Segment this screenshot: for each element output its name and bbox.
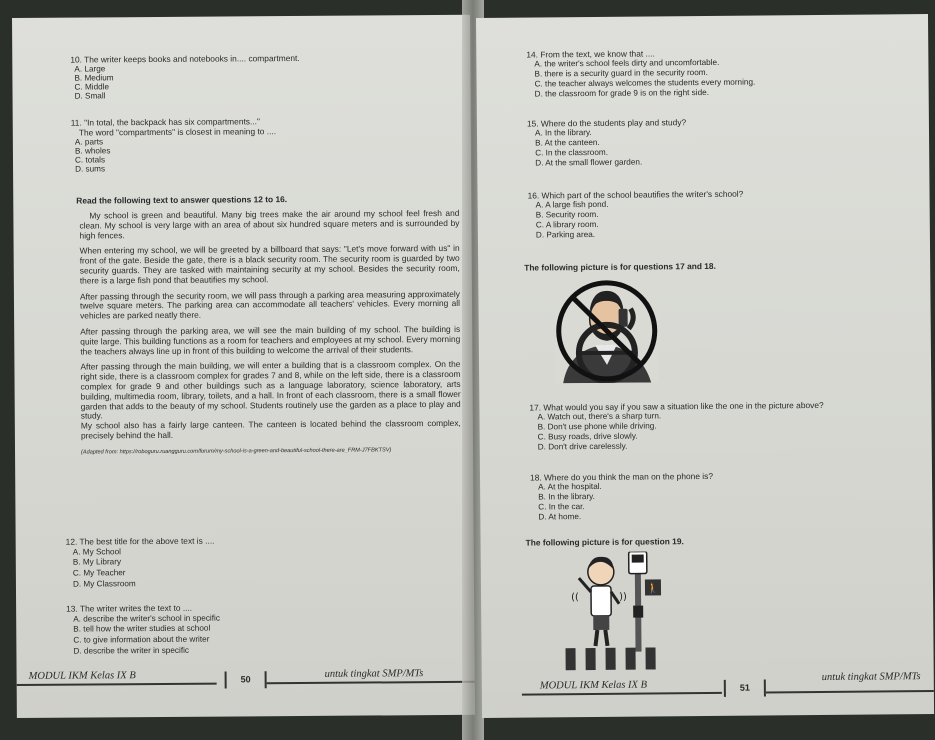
q15-option-a: A. In the library. [534, 127, 592, 138]
q17-option-b: B. Don't use phone while driving. [537, 421, 657, 432]
paragraph-6: My school also has a fairly large canteen. The canteen is located behind the classroom complex, precisely behind the hall. [80, 418, 461, 441]
q16-option-c: C. A library room. [535, 219, 599, 230]
right-footer-module: MODUL IKM Kelas IX B [539, 679, 648, 692]
q13-option-a: A. describe the writer's school in specific [73, 613, 220, 624]
q17-option-d: D. Don't drive carelessly. [537, 441, 628, 452]
q10-option-d: D. Small [74, 91, 106, 101]
q14-stem: 14. From the text, we know that .... [526, 48, 655, 60]
q14-option-b: B. there is a security guard in the security room. [534, 67, 708, 79]
source-citation: (Adapted from: https://roboguru.ruangguru.com/forum/my-school-is-a-green-and-beautiful-school-there-are_FRM-J7FBKTSV) [81, 447, 392, 456]
svg-text:((: (( [571, 592, 579, 604]
q11-stem: 11. "In total, the backpack has six compartments..." [70, 116, 260, 128]
q12-stem: 12. The best title for the above text is .... [65, 535, 215, 547]
child-crossing-traffic-light-illustration [557, 551, 668, 672]
picture-heading-19: The following picture is for question 19. [525, 536, 684, 548]
svg-text:)): )) [619, 591, 627, 603]
q12-option-a: A. My School [72, 547, 121, 557]
q16-option-b: B. Security room. [535, 209, 599, 220]
q13-option-b: B. tell how the writer studies at school [73, 623, 211, 634]
man-on-phone-driving-illustration [554, 278, 659, 383]
q17-option-c: C. Busy roads, drive slowly. [537, 431, 638, 442]
left-footer-rule-2 [267, 681, 475, 684]
q15-option-b: B. At the canteen. [535, 137, 600, 148]
left-footer-module: MODUL IKM Kelas IX B [28, 670, 136, 682]
q10-stem: 10. The writer keeps books and notebooks in.... compartment. [70, 52, 300, 65]
q14-option-a: A. the writer's school feels dirty and uncomfortable. [534, 57, 720, 69]
q11-stem-2: The word "compartments" is closest in meaning to .... [78, 126, 277, 138]
q15-option-d: D. At the small flower garden. [535, 157, 643, 168]
q18-option-a: A. At the hospital. [538, 481, 602, 492]
picture-heading-17-18: The following picture is for questions 17 and 18. [524, 260, 716, 273]
q17-stem: 17. What would you say if you saw a situation like the one in the picture above? [529, 399, 824, 413]
right-footer-tagline: untuk tingkat SMP/MTs [821, 671, 921, 684]
q16-stem: 16. Which part of the school beautifies the writer's school? [527, 188, 744, 201]
q11-option-b: B. wholes [74, 146, 111, 156]
right-page [476, 14, 934, 718]
q13-option-d: D. describe the writer in specific [73, 645, 190, 656]
q11-option-d: D. sums [75, 164, 106, 174]
paragraph-2: When entering my school, we will be greeted by a billboard that says: "Let's move forward with us" in front of the gate. Beside the gate, there is a black security room. The security room is guarded by two security guards. They are tasked with maintaining security at my school. Besides the security room, there is a large fish pond that beautifies my school. [79, 243, 460, 286]
q12-option-b: B. My Library [72, 557, 122, 567]
q16-option-a: A. A large fish pond. [535, 199, 609, 210]
q13-option-c: C. to give information about the writer [73, 634, 210, 645]
q18-option-d: D. At home. [538, 512, 582, 522]
q18-option-b: B. In the library. [538, 491, 595, 502]
q18-stem: 18. Where do you think the man on the phone is? [529, 470, 714, 483]
q14-option-c: C. the teacher always welcomes the students every morning. [534, 77, 756, 89]
paragraph-5: After passing through the main building, we will enter a building that is a classroom complex. On the right side, there is a classroom complex for grades 7 and 8, while on the left side, there is a classroom complex for grade 9 and other buildings such as a language laboratory, science laboratory, arts building, multimedia room, library, toilets, and a hall. In front of each classroom, there is a small flower garden that adds to the beauty of my school. Students routinely use the garden as a place to play and study. [80, 359, 461, 421]
q12-option-c: C. My Teacher [72, 568, 126, 578]
right-footer-rule-2 [766, 690, 934, 693]
right-footer-rule [522, 692, 722, 695]
right-page-number: 51 [724, 679, 766, 696]
q18-option-c: C. In the car. [538, 502, 585, 512]
paragraph-1: My school is green and beautiful. Many big trees make the air around my school feel fresh and clean. My school is very large with an area of about six hundred square meters and is surrounded by high fences. [79, 207, 460, 241]
svg-text:🚶: 🚶 [646, 583, 660, 595]
left-footer-rule [17, 683, 217, 686]
q10-option-c: C. Middle [74, 82, 110, 92]
q15-stem: 15. Where do the students play and study? [526, 117, 687, 129]
q12-option-d: D. My Classroom [72, 579, 136, 589]
paragraph-4: After passing through the parking area, we will see the main building of my school. The building is quite large. This building functions as a room for teachers and employees at my school. Every morning the teachers always line up in front of this building to welcome the arrival of their students. [80, 323, 461, 357]
reading-instruction: Read the following text to answer questions 12 to 16. [76, 194, 288, 206]
left-page-number: 50 [225, 671, 267, 688]
left-page [12, 15, 475, 718]
q10-option-b: B. Medium [74, 73, 114, 83]
paragraph-3: After passing through the security room, we will pass through a parking area measuring approximately twelve square meters. The parking area can accommodate all teachers' vehicles. Every morning all vehicles are parked neatly there. [79, 288, 461, 321]
q17-option-a: A. Watch out, there's a sharp turn. [537, 411, 662, 422]
q11-option-c: C. totals [74, 155, 106, 165]
q10-option-a: A. Large [74, 64, 106, 74]
q15-option-c: C. In the classroom. [535, 147, 609, 158]
q11-option-a: A. parts [74, 137, 104, 147]
reading-text [79, 209, 461, 455]
left-footer-tagline: untuk tingkat SMP/MTs [324, 668, 424, 680]
q16-option-d: D. Parking area. [535, 229, 596, 240]
q14-option-d: D. the classroom for grade 9 is on the right side. [534, 87, 709, 99]
q13-stem: 13. The writer writes the text to .... [66, 602, 193, 614]
